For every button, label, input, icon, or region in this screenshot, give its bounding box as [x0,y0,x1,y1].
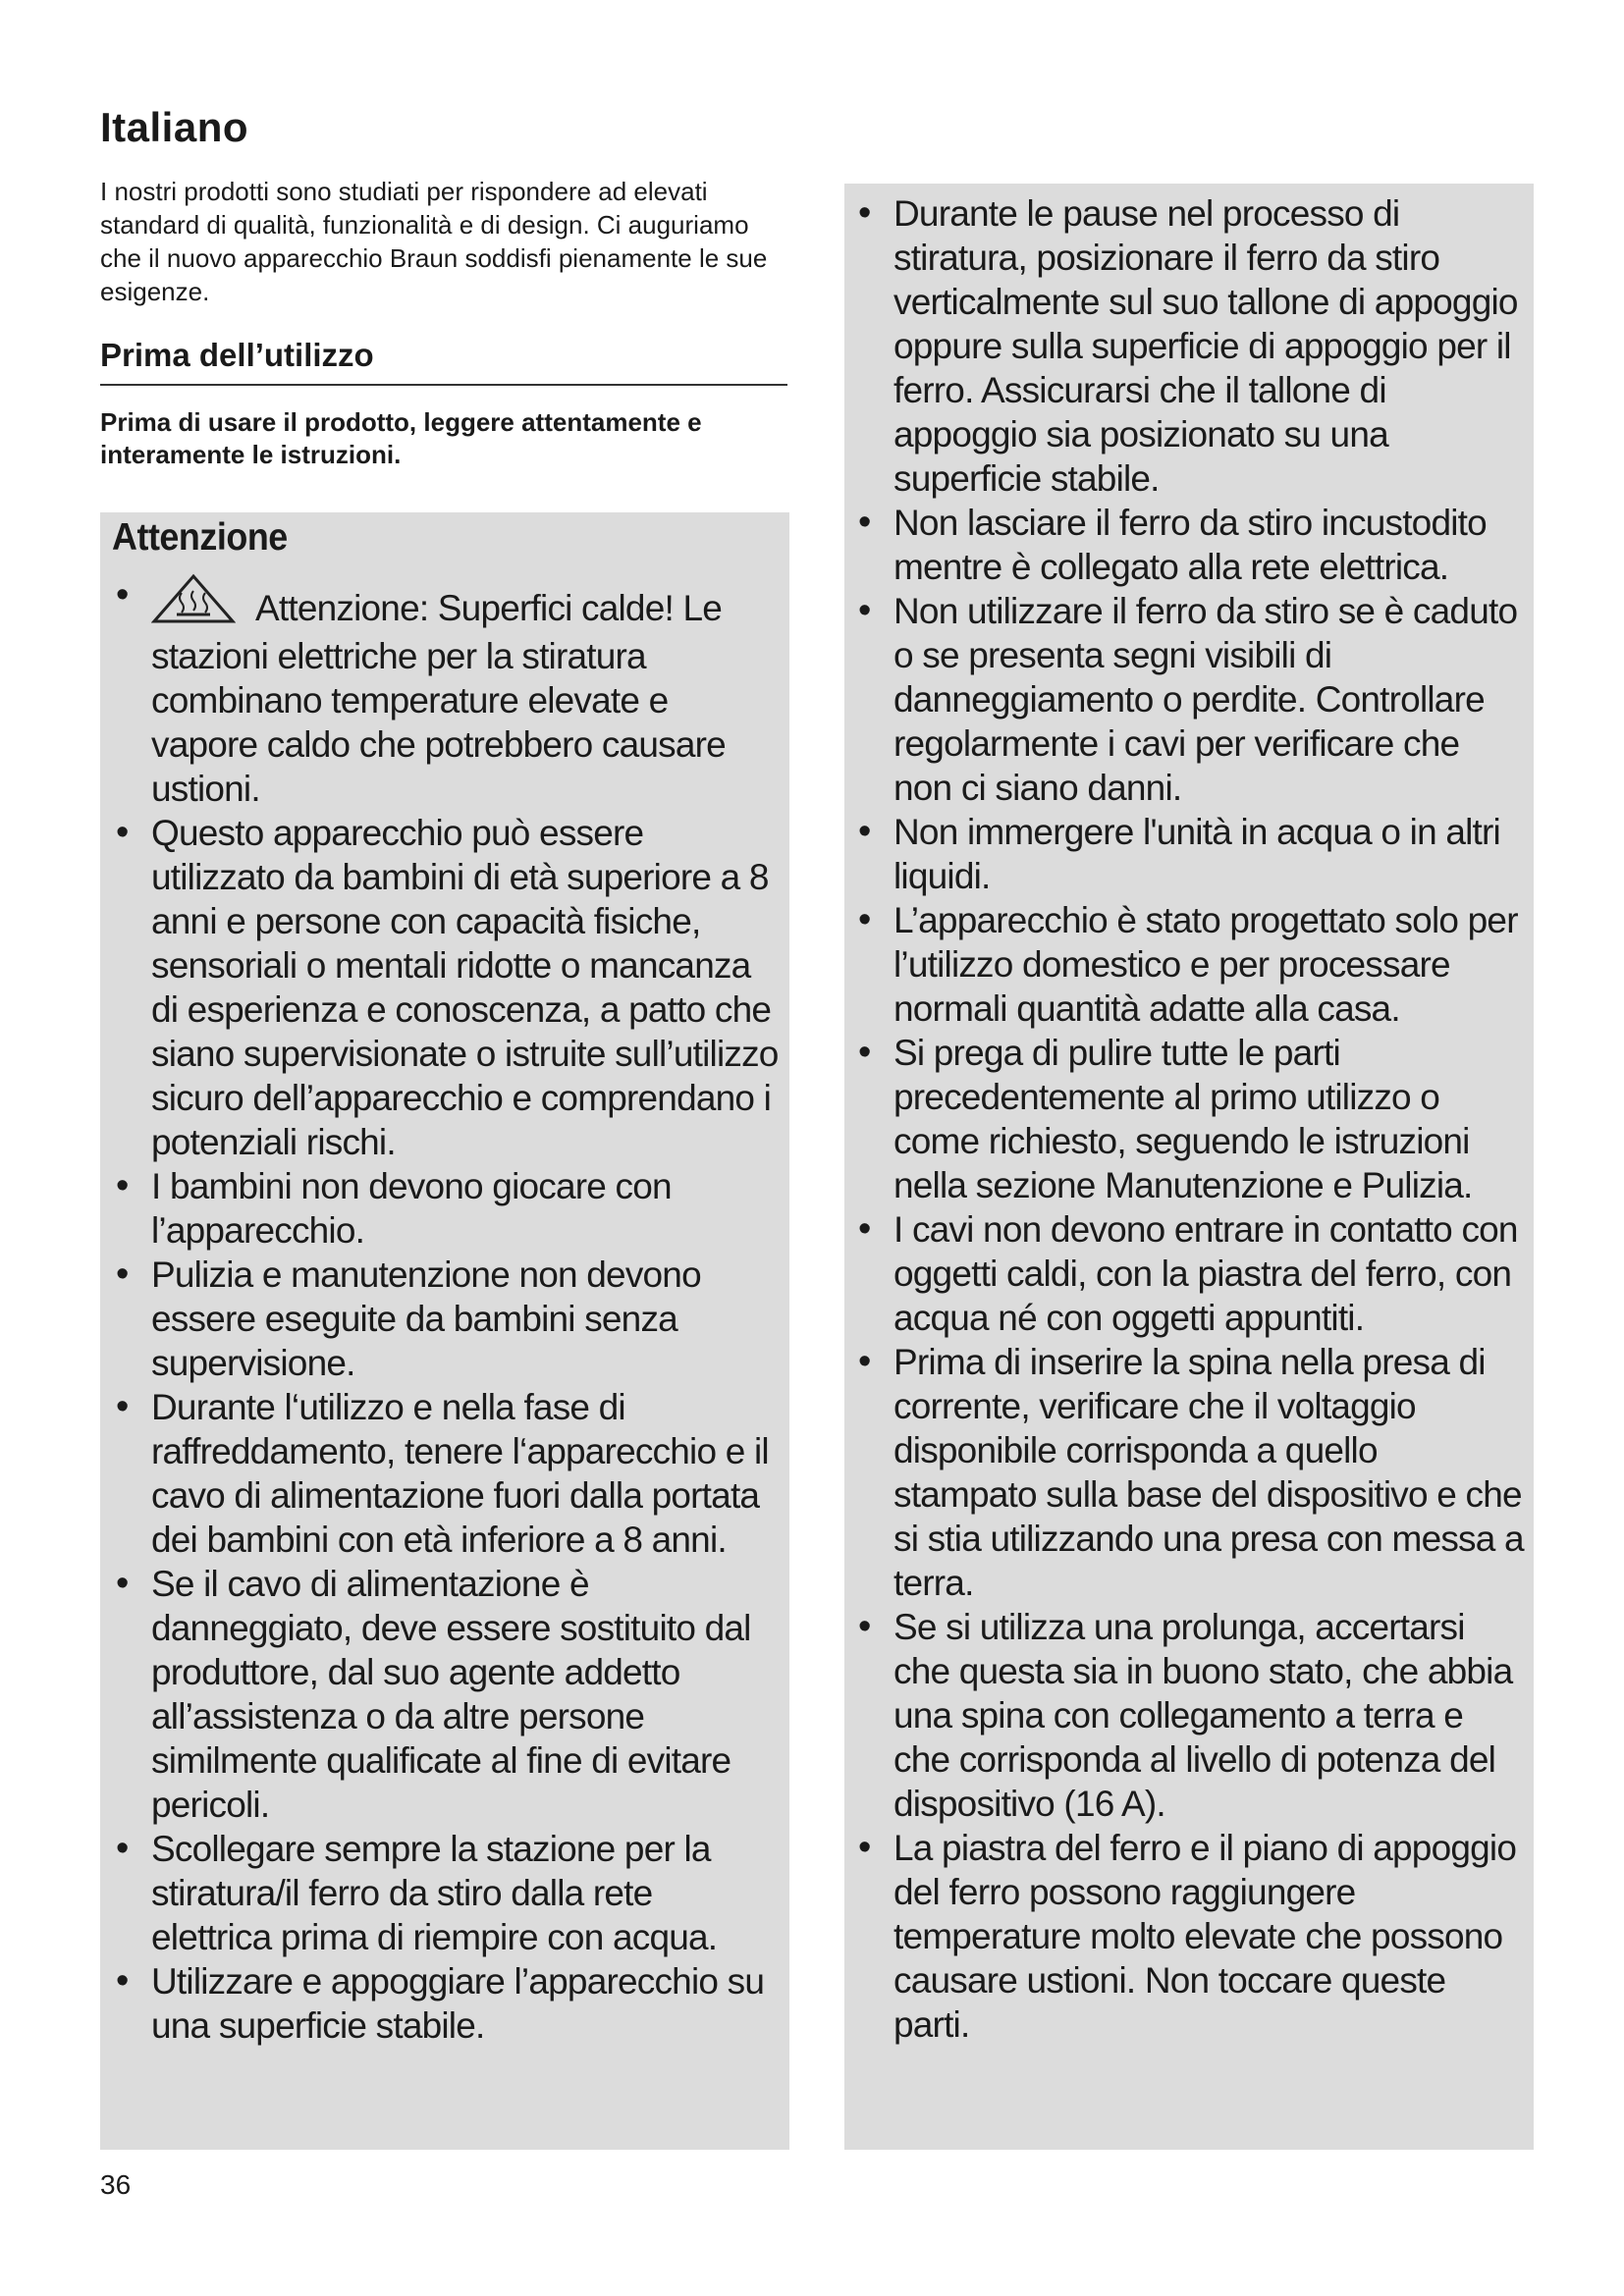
list-item [112,573,782,811]
read-instructions-note: Prima di usare il prodotto, leggere attentamente e interamente le istruzioni. [100,407,702,469]
warnings-box-left [100,512,789,2150]
page-number: 36 [100,2169,132,2200]
list-item: • Non lasciare il ferro da stiro incustodito mentre è collegato alla rete elettrica. [854,501,1526,589]
warnings-list-left [112,573,782,2048]
section-divider [100,384,787,386]
list-item: • Durante le pause nel processo di stiratura, posizionare il ferro da stiro verticalmente sul suo tallone di appoggio oppure sulla superficie di appoggio per il ferro. Assicurarsi che il tallone di appoggio sia posizionato su una superficie stabile. [854,191,1526,501]
list-item-text: Attenzione: Superfici calde! Le stazioni elettriche per la stiratura combinano temperature elevate e vapore caldo che potrebbero causare ustioni. [151,588,726,809]
warnings-box-right [844,184,1534,2150]
list-item: • Se il cavo di alimentazione è danneggiato, deve essere sostituito dal produttore, dal suo agente addetto all’assistenza o da altre persone similmente qualificate al fine di evitare pericoli. [112,1562,782,1827]
list-item: • Non immergere l'unità in acqua o in altri liquidi. [854,810,1526,898]
warning-heading: Attenzione [112,516,288,559]
list-item: • Durante l‘utilizzo e nella fase di raffreddamento, tenere l‘apparecchio e il cavo di alimentazione fuori dalla portata dei bambini con età inferiore a 8 anni. [112,1385,782,1562]
list-item: • Questo apparecchio può essere utilizzato da bambini di età superiore a 8 anni e persone con capacità fisiche, sensoriali o mentali ridotte o mancanza di esperienza e conoscenza, a patto che siano supervisionate o istruite sull’utilizzo sicuro dell’apparecchio e comprendano i potenziali rischi. [112,811,782,1164]
hot-surface-warning-icon [151,573,236,634]
list-item: • Se si utilizza una prolunga, accertarsi che questa sia in buono stato, che abbia una spina con collegamento a terra e che corrisponda al livello di potenza del dispositivo (16 A). [854,1605,1526,1826]
section-heading: Prima dell’utilizzo [100,337,374,373]
list-item: • Pulizia e manutenzione non devono essere eseguite da bambini senza supervisione. [112,1253,782,1385]
list-item: • Non utilizzare il ferro da stiro se è caduto o se presenta segni visibili di danneggiamento o perdite. Controllare regolarmente i cavi per verificare che non ci siano danni. [854,589,1526,810]
page-title: Italiano [100,104,249,150]
list-item: • I bambini non devono giocare con l’apparecchio. [112,1164,782,1253]
list-item: • L’apparecchio è stato progettato solo per l’utilizzo domestico e per processare normali quantità adatte alla casa. [854,898,1526,1031]
list-item: • Prima di inserire la spina nella presa di corrente, verificare che il voltaggio disponibile corrisponda a quello stampato sulla base del dispositivo e che si stia utilizzando una presa con messa a terra. [854,1340,1526,1605]
list-item: • I cavi non devono entrare in contatto con oggetti caldi, con la piastra del ferro, con acqua né con oggetti appuntiti. [854,1207,1526,1340]
list-item: • La piastra del ferro e il piano di appoggio del ferro possono raggiungere temperature molto elevate che possono causare ustioni. Non toccare queste parti. [854,1826,1526,2047]
warnings-list-right [854,191,1526,2047]
list-item: • Scollegare sempre la stazione per la stiratura/il ferro da stiro dalla rete elettrica prima di riempire con acqua. [112,1827,782,1959]
intro-paragraph: I nostri prodotti sono studiati per rispondere ad elevati standard di qualità, funzionalità e di design. Ci auguriamo che il nuovo apparecchio Braun soddisfi pienamente le sue esigenze. [100,177,768,306]
list-item: • Utilizzare e appoggiare l’apparecchio su una superficie stabile. [112,1959,782,2048]
list-item: • Si prega di pulire tutte le parti precedentemente al primo utilizzo o come richiesto, seguendo le istruzioni nella sezione Manutenzione e Pulizia. [854,1031,1526,1207]
